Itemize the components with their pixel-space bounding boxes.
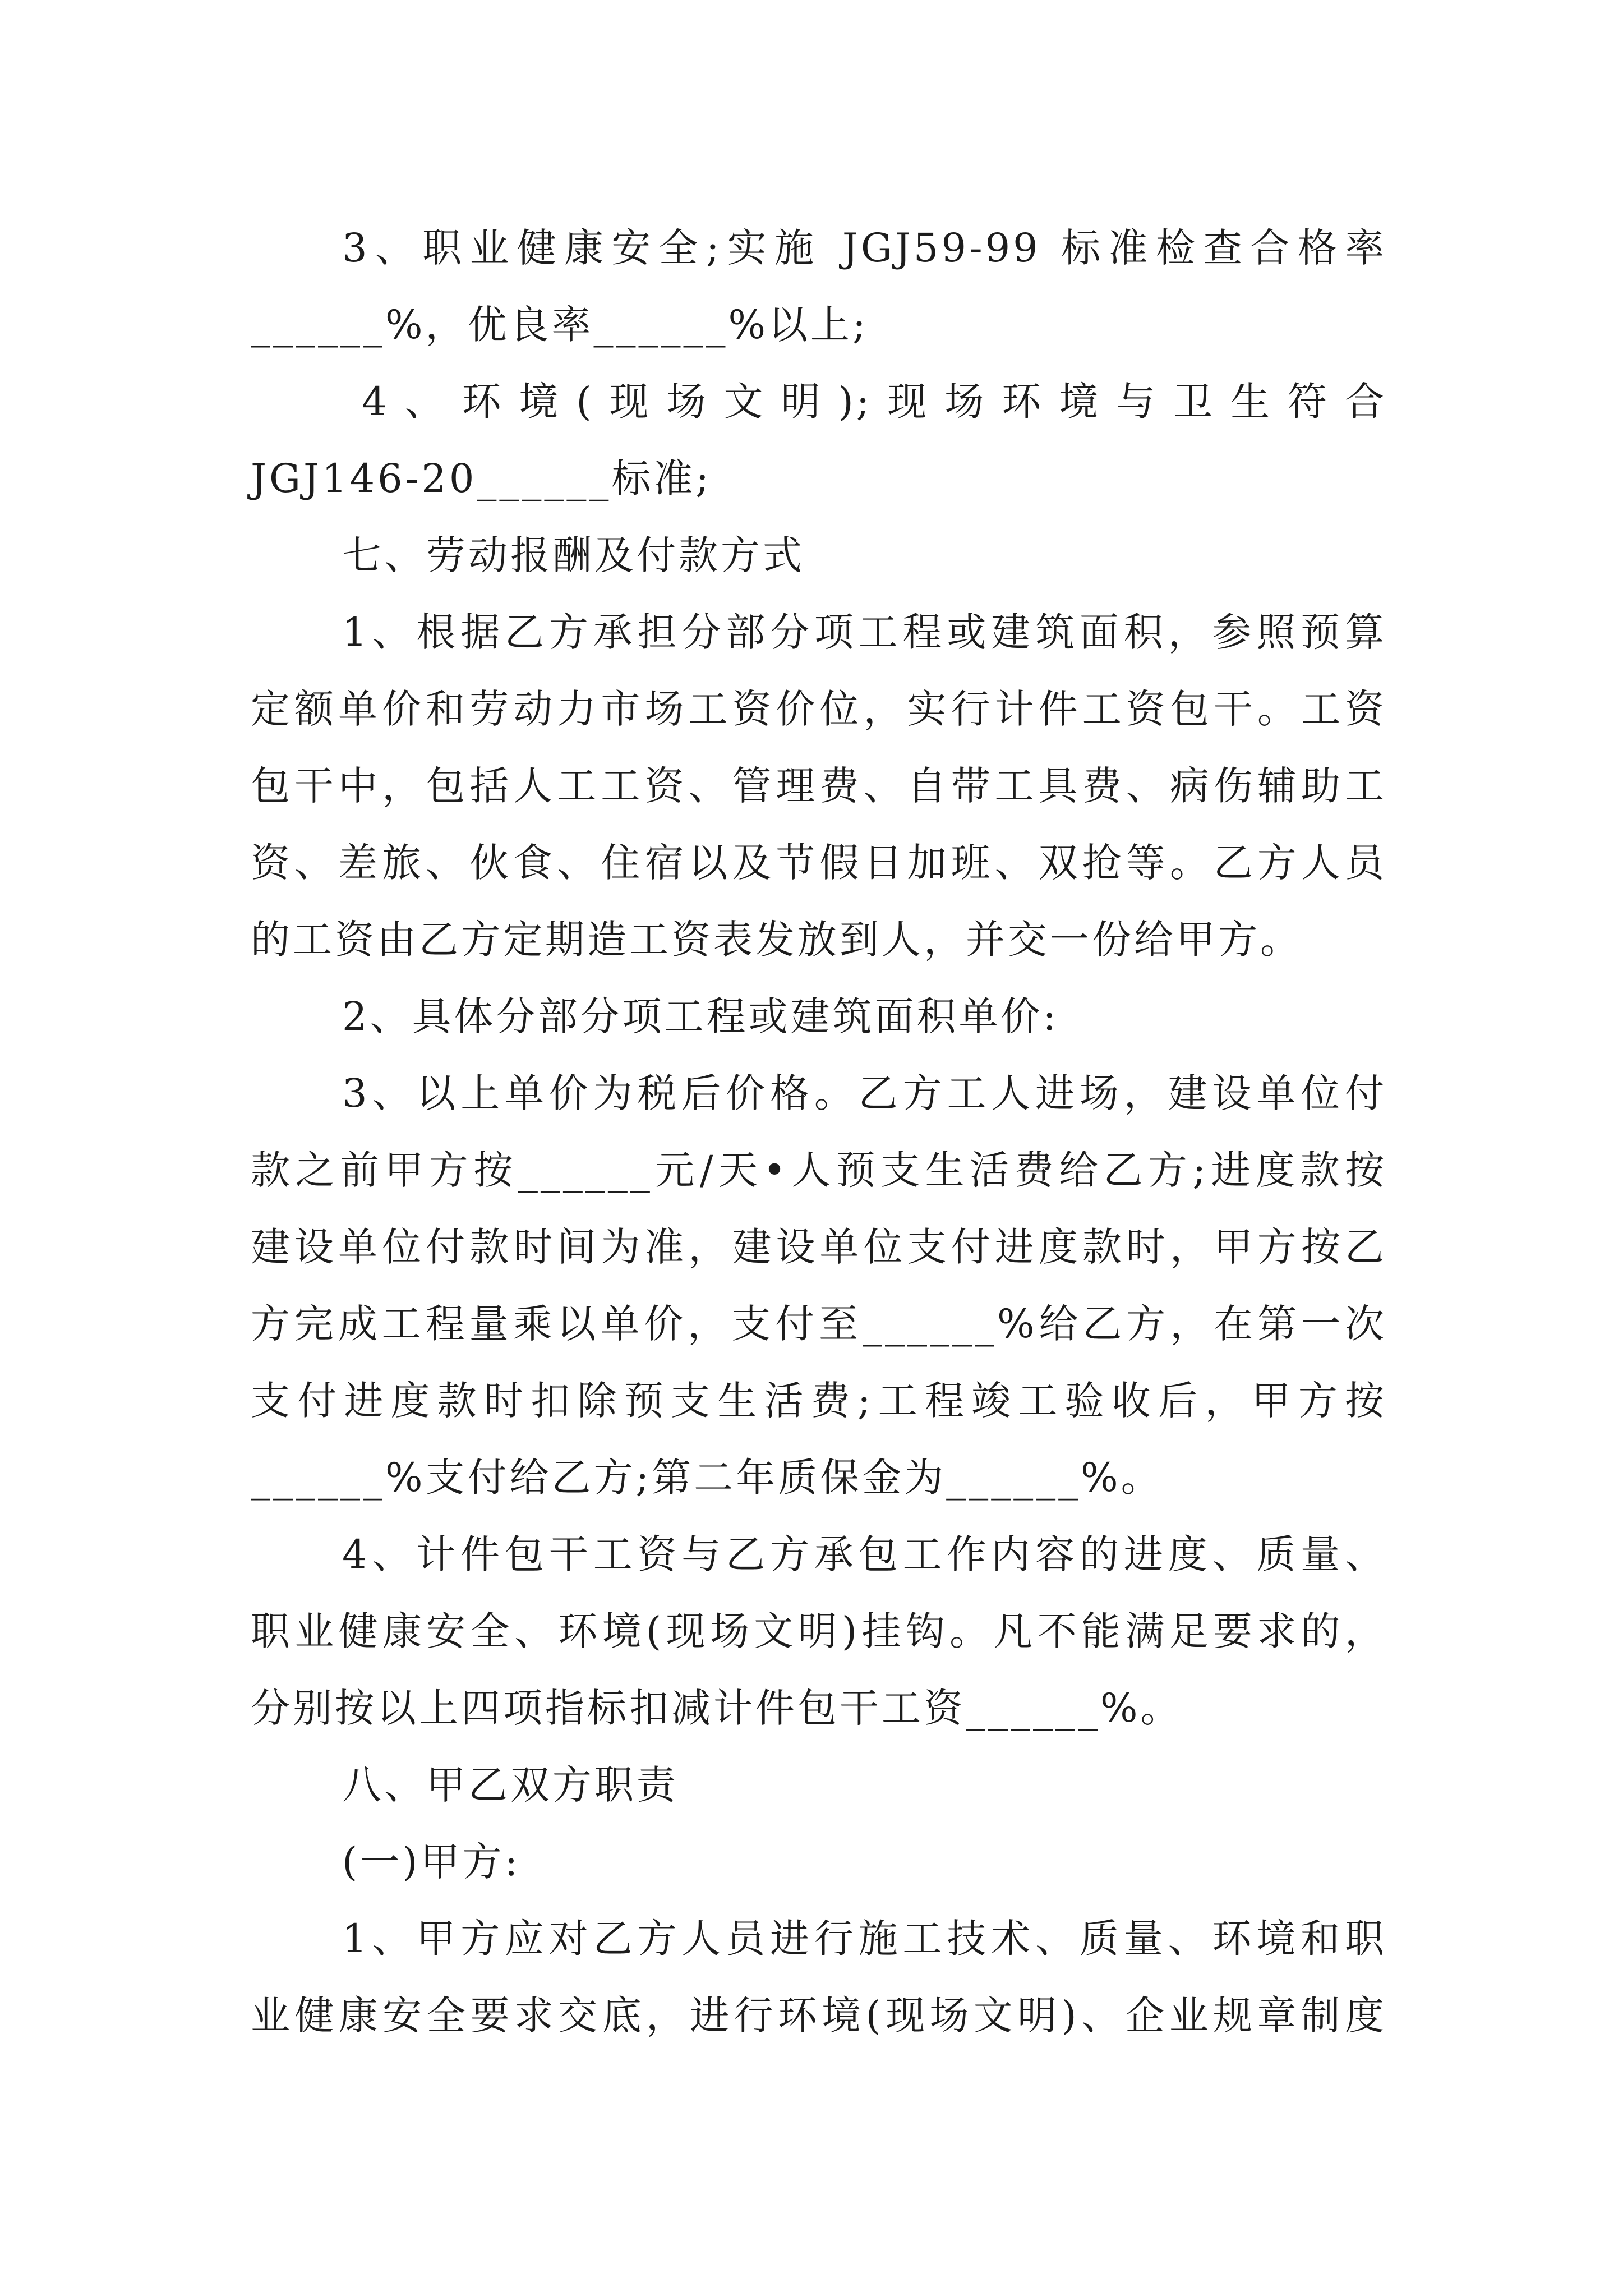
subsection-heading-text: (一)甲方: — [342, 1839, 521, 1885]
text-line: 资、差旅、伙食、住宿以及节假日加班、双抢等。乙方人员 — [251, 840, 1387, 886]
paragraph-party-a-duties — [251, 1901, 1623, 2054]
paragraph-unit-price — [251, 978, 1623, 1055]
text-line: ______%支付给乙方;第二年质保金为______%。 — [251, 1455, 1163, 1501]
subsection-heading — [251, 1824, 1623, 1901]
text-line: 2、具体分部分项工程或建筑面积单价: — [342, 993, 1059, 1039]
section-heading-text: 八、甲乙双方职责 — [342, 1762, 679, 1808]
section-heading — [251, 517, 1623, 594]
text-line: 4、计件包干工资与乙方承包工作内容的进度、质量、 — [342, 1531, 1387, 1577]
text-line: 职业健康安全、环境(现场文明)挂钩。凡不能满足要求的， — [251, 1608, 1387, 1654]
paragraph-safety-standard — [251, 210, 1623, 364]
text-line: 3、职业健康安全;实施 JGJ59-99 标准检查合格率 — [342, 225, 1387, 271]
text-line: 的工资由乙方定期造工资表发放到人，并交一份给甲方。 — [251, 917, 1302, 963]
text-line: 包干中，包括人工工资、管理费、自带工具费、病伤辅助工 — [251, 763, 1387, 809]
text-line: 款之前甲方按______元/天•人预支生活费给乙方;进度款按 — [251, 1147, 1387, 1193]
paragraph-environment-standard — [251, 364, 1623, 517]
text-line: 1、根据乙方承担分部分项工程或建筑面积，参照预算 — [342, 609, 1387, 655]
paragraph-wage-deduction — [251, 1516, 1623, 1747]
text-line: 支付进度款时扣除预支生活费;工程竣工验收后，甲方按 — [251, 1378, 1387, 1424]
text-line: 4、环境(现场文明);现场环境与卫生符合 — [362, 379, 1387, 425]
text-line: 业健康安全要求交底，进行环境(现场文明)、企业规章制度 — [251, 1993, 1387, 2039]
text-line: 建设单位付款时间为准，建设单位支付进度款时，甲方按乙 — [251, 1224, 1387, 1270]
text-line: JGJ146-20______标准; — [251, 455, 712, 501]
text-line: 1、甲方应对乙方人员进行施工技术、质量、环境和职 — [342, 1916, 1387, 1962]
text-line: 方完成工程量乘以单价，支付至______%给乙方，在第一次 — [251, 1301, 1387, 1347]
text-line: 定额单价和劳动力市场工资价位，实行计件工资包干。工资 — [251, 686, 1387, 732]
section-heading-text: 七、劳动报酬及付款方式 — [342, 532, 805, 578]
text-line: ______%，优良率______%以上; — [251, 302, 869, 348]
paragraph-piecework-wage — [251, 594, 1623, 978]
text-line: 分别按以上四项指标扣减计件包干工资______%。 — [251, 1685, 1183, 1731]
paragraph-payment-terms — [251, 1055, 1623, 1516]
section-heading — [251, 1747, 1623, 1824]
text-line: 3、以上单价为税后价格。乙方工人进场，建设单位付 — [342, 1070, 1387, 1116]
